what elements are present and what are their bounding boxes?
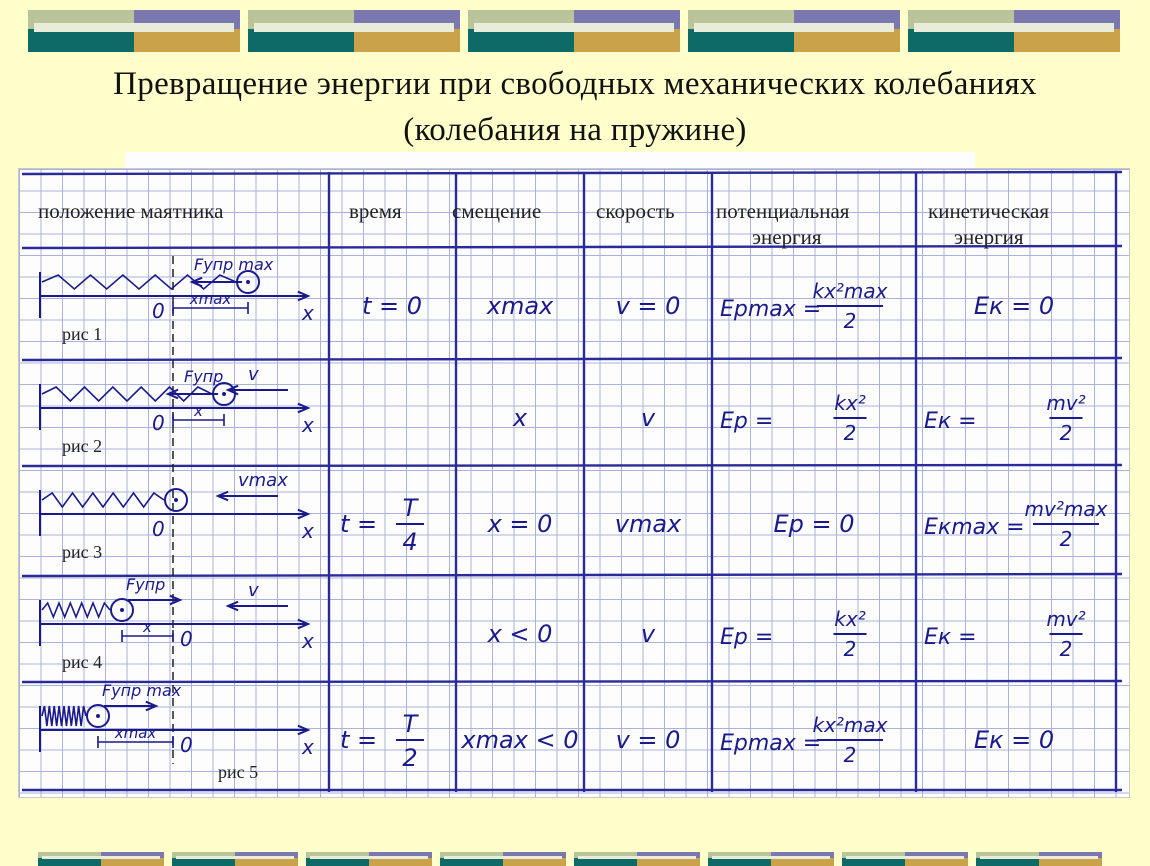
- header-position: положение маятника: [38, 199, 224, 223]
- header-velocity: скорость: [596, 199, 675, 223]
- row-3-caption: рис 3: [62, 542, 103, 562]
- row-5-axis-label: x: [302, 735, 314, 759]
- row-4-ep: Ep =: [720, 625, 774, 650]
- row-3-velocity: vmax: [614, 510, 682, 538]
- row-2-ball-center: [222, 392, 226, 396]
- header-time: время: [349, 199, 402, 223]
- row-2-ep-frac-numerator: kx²: [834, 391, 866, 415]
- row-1-force-label: Fупр max: [194, 255, 274, 274]
- row-1-ep-frac-denominator: 2: [843, 309, 857, 333]
- row-1-caption: рис 1: [62, 324, 103, 344]
- row-1-disp-label: xmax: [189, 290, 232, 308]
- page-title: Превращение энергии при свободных механических колебаниях: [113, 66, 1037, 102]
- row-1-displacement: xmax: [486, 292, 554, 320]
- row-2-displacement: x: [512, 404, 528, 432]
- row-2-velocity-label: v: [248, 364, 259, 385]
- row-5-ek: Eк = 0: [973, 726, 1055, 754]
- header-band-block: [28, 10, 240, 52]
- row-4-axis-label: x: [302, 629, 314, 653]
- row-3-velocity-label: vmax: [238, 470, 288, 491]
- row-4-velocity-label: v: [248, 580, 259, 601]
- row-4-ek-frac-denominator: 2: [1059, 637, 1073, 661]
- row-1-ek: Eк = 0: [973, 292, 1055, 320]
- header-potential-line2: энергия: [752, 225, 822, 249]
- row-2-axis-label: x: [302, 413, 314, 437]
- header-band-block: [468, 10, 680, 52]
- row-2-ek: Eк =: [924, 409, 977, 434]
- row-2-ek-frac-numerator: mv²: [1046, 391, 1086, 415]
- row-5-disp-label: xmax: [114, 724, 157, 742]
- row-4-disp-label: x: [143, 618, 152, 636]
- row-5-caption: рис 5: [218, 762, 259, 782]
- row-5-displacement: xmax < 0: [461, 726, 579, 754]
- header-band-block: [688, 10, 900, 52]
- row-1-origin-label: 0: [152, 299, 165, 323]
- row-3-time-frac-numerator: T: [402, 494, 418, 522]
- row-4-ball-center: [120, 608, 124, 612]
- row-2-caption: рис 2: [62, 436, 103, 456]
- row-3-ek-frac-denominator: 2: [1059, 527, 1073, 551]
- row-2-ep: Ep =: [720, 409, 774, 434]
- header-displacement: смещение: [452, 199, 542, 223]
- row-4-ek-frac-numerator: mv²: [1046, 607, 1086, 631]
- row-4-velocity: v: [640, 620, 656, 648]
- row-1-time: t = 0: [361, 292, 423, 320]
- row-4-caption: рис 4: [62, 652, 103, 672]
- header-kinetic-line1: кинетическая: [928, 199, 1050, 223]
- row-5-origin-label: 0: [180, 733, 193, 757]
- paper-edge: [125, 152, 975, 169]
- row-4-origin-label: 0: [180, 627, 193, 651]
- header-kinetic-line2: энергия: [954, 225, 1024, 249]
- row-4-ek: Eк =: [924, 625, 977, 650]
- row-2-origin-label: 0: [152, 411, 165, 435]
- row-1-axis-label: x: [302, 301, 314, 325]
- header-potential-line1: потенциальная: [716, 199, 850, 223]
- row-5-ep: Epmax =: [720, 731, 822, 756]
- row-4-force-label: Fупр: [126, 575, 166, 594]
- row-3-spring: [42, 493, 164, 507]
- header-band-block: [908, 10, 1120, 52]
- row-3-ep: Ep = 0: [773, 510, 855, 538]
- header-band-block: [248, 10, 460, 52]
- row-5-time-frac-denominator: 2: [402, 744, 418, 772]
- row-5-time: t =: [340, 726, 378, 754]
- row-3-origin-label: 0: [152, 517, 165, 541]
- row-2-velocity: v: [640, 404, 656, 432]
- row-1-ball-center: [246, 280, 250, 284]
- row-3-ek-frac-numerator: mv²max: [1024, 497, 1108, 521]
- row-1-velocity: v = 0: [615, 292, 681, 320]
- row-3-ball-center: [174, 498, 178, 502]
- row-4-displacement: x < 0: [487, 620, 553, 648]
- row-1-ep: Epmax =: [720, 297, 822, 322]
- row-2-force-label: Fупр: [184, 367, 224, 386]
- row-1-ep-frac-numerator: kx²max: [812, 279, 888, 303]
- energy-table: [18, 168, 1128, 796]
- row-2-ek-frac-denominator: 2: [1059, 421, 1073, 445]
- row-2-disp-label: x: [194, 402, 203, 420]
- row-2-ep-frac-denominator: 2: [843, 421, 857, 445]
- table-grid-lines: [22, 172, 1122, 792]
- row-4-spring: [42, 603, 110, 617]
- row-3-time: t =: [340, 510, 378, 538]
- row-3-displacement: x = 0: [487, 510, 553, 538]
- row-3-ek: Eкmax =: [924, 515, 1025, 540]
- row-3-time-frac-denominator: 4: [402, 528, 418, 556]
- row-5-ep-frac-numerator: kx²max: [812, 713, 888, 737]
- row-5-ep-frac-denominator: 2: [843, 743, 857, 767]
- row-4-ep-frac-numerator: kx²: [834, 607, 866, 631]
- row-3-axis-label: x: [302, 519, 314, 543]
- row-5-time-frac-numerator: T: [402, 710, 418, 738]
- row-5-force-label: Fупр max: [102, 681, 182, 700]
- page-subtitle: (колебания на пружине): [403, 112, 747, 148]
- row-5-spring: [42, 706, 86, 726]
- row-4-ep-frac-denominator: 2: [843, 637, 857, 661]
- row-5-ball-center: [96, 714, 100, 718]
- row-5-velocity: v = 0: [615, 726, 681, 754]
